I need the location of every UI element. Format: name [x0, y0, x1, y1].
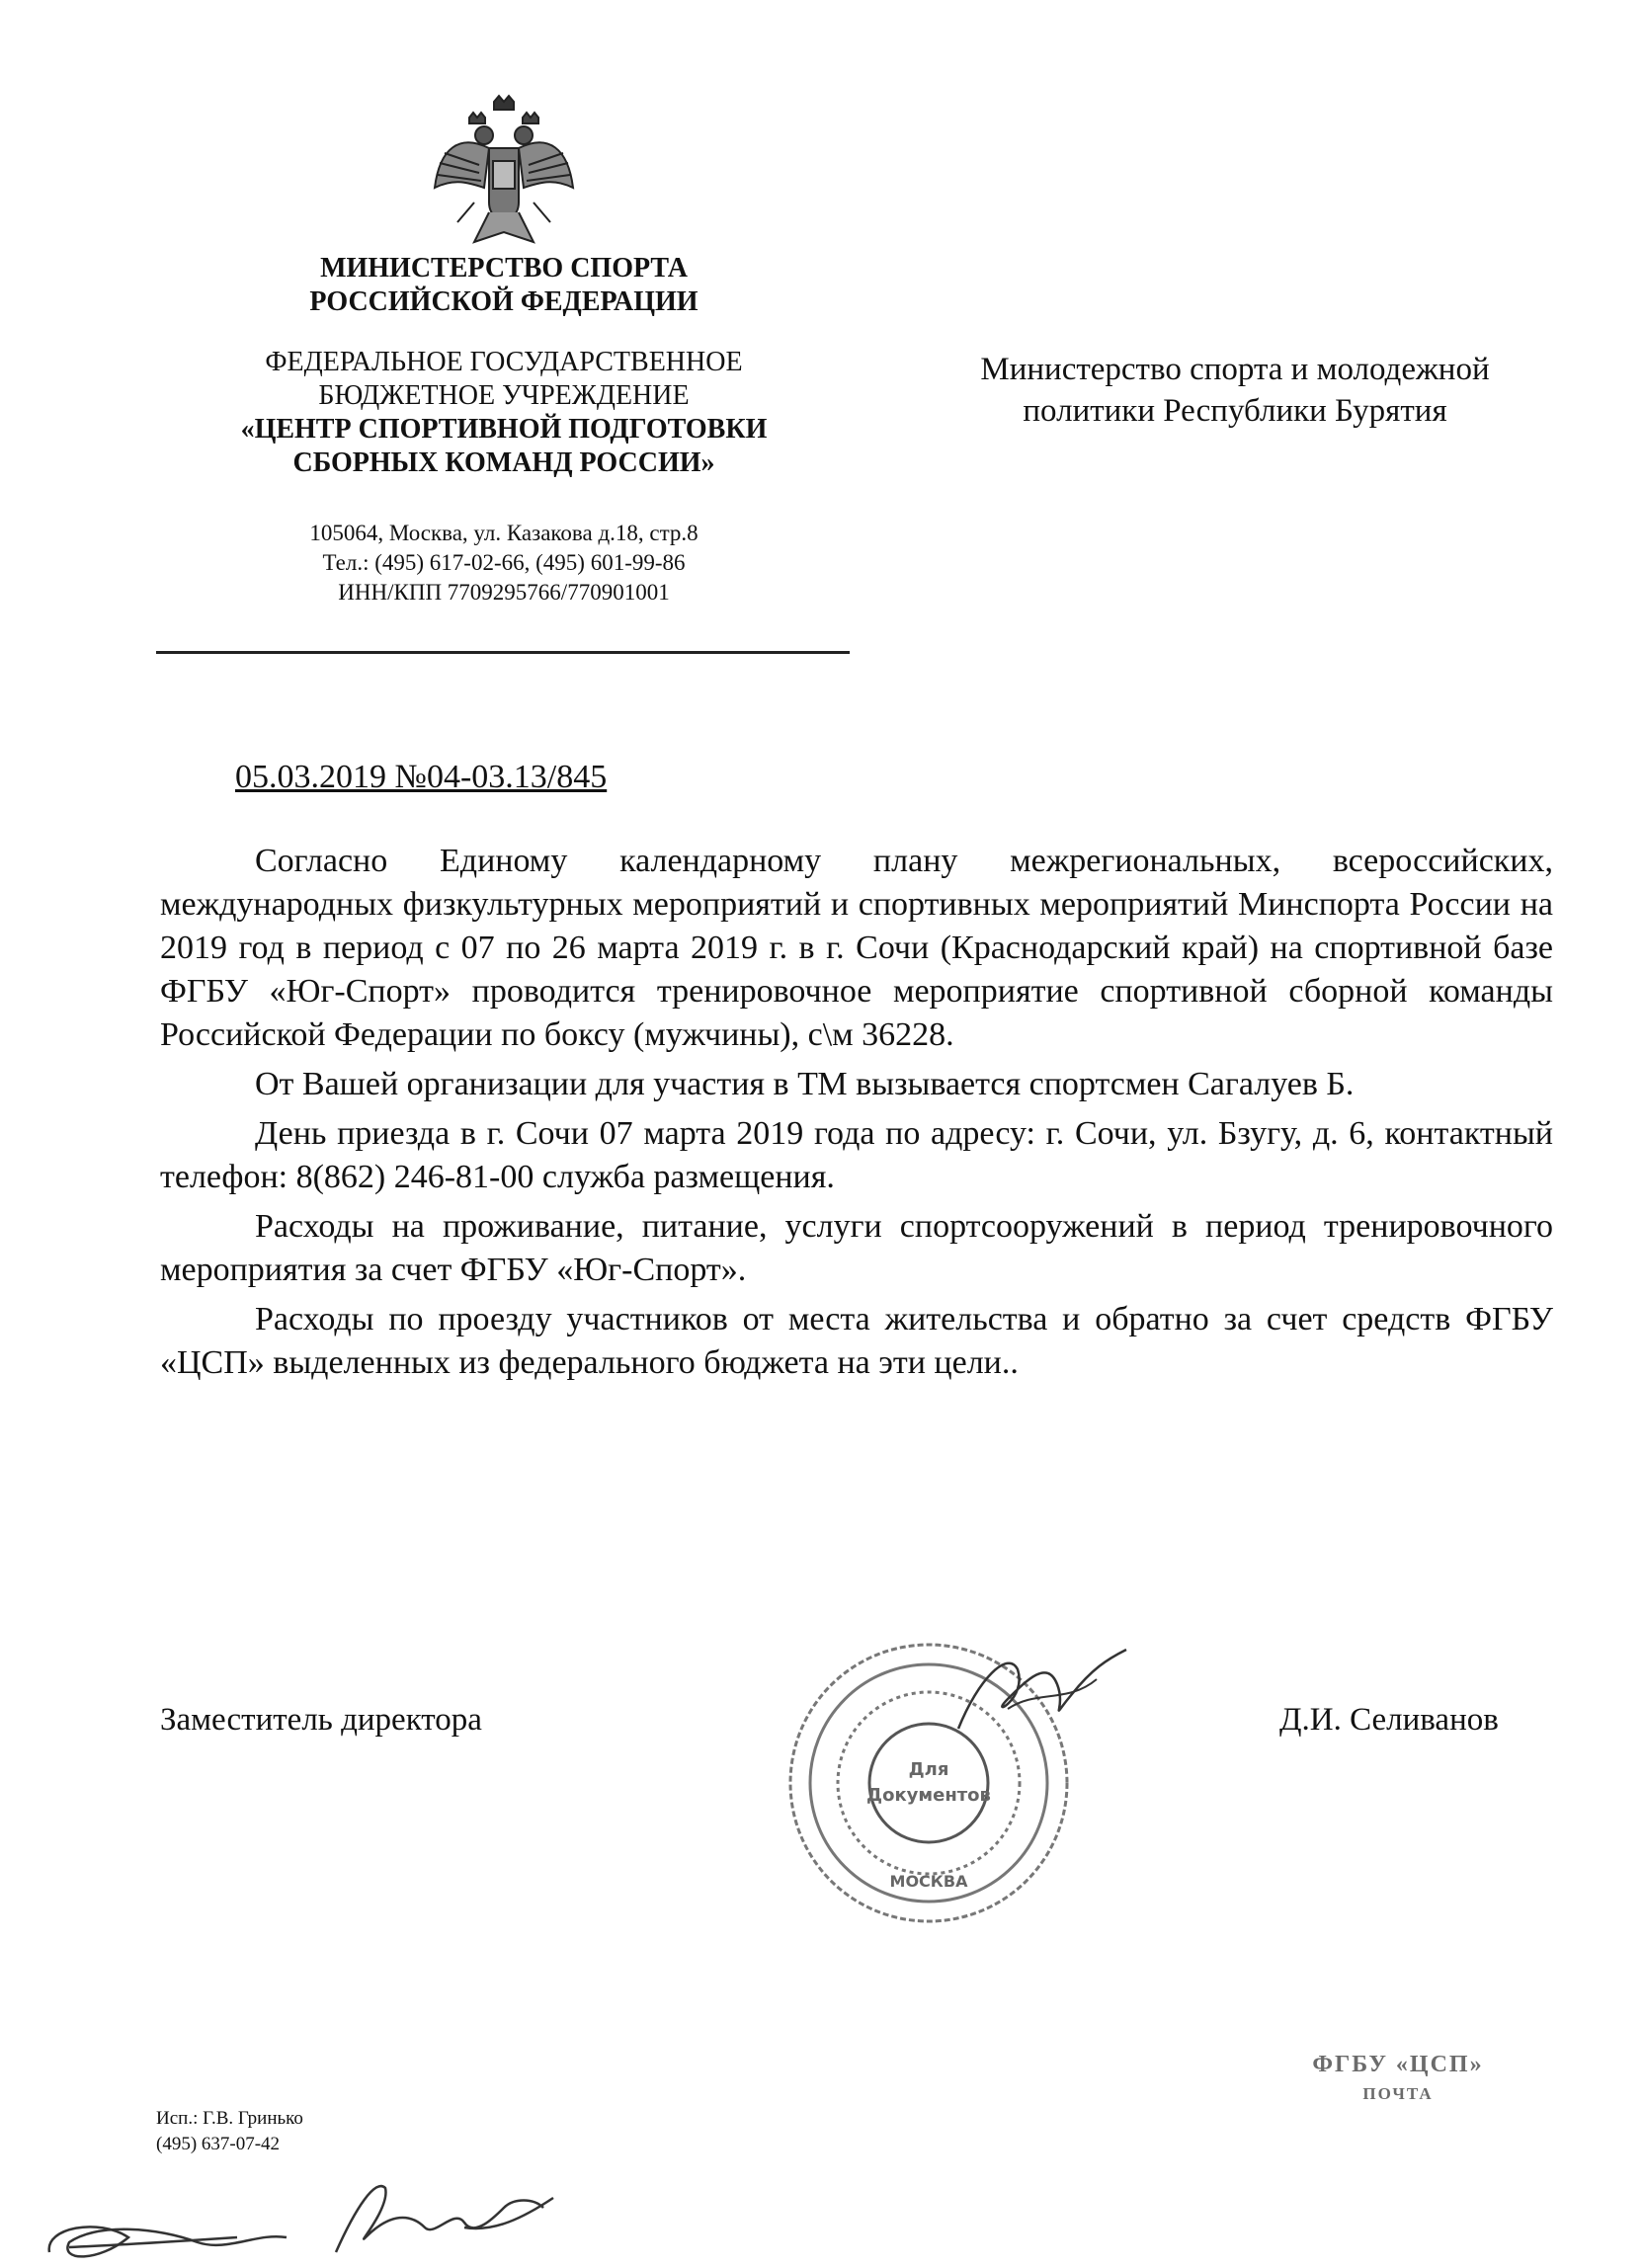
body-paragraph-1: Согласно Единому календарному плану межрегиональных, всероссийских, международных физкультурных мероприятий и спортивных мероприятий Минспорта России на 2019 год в период с 07 по 26 марта 2019 г. в г. Сочи (Краснодарский край) на спортивной базе ФГБУ «Юг-Спорт» проводится тренировочное мероприятие спортивной сборной команды Российской Федерации по боксу (мужчины), с\м 36228.: [160, 843, 1553, 1053]
executor-info: [156, 2106, 303, 2157]
org-line-3: «ЦЕНТР СПОРТИВНОЙ ПОДГОТОВКИ: [240, 414, 768, 445]
org-address: 105064, Москва, ул. Казакова д.18, стр.8: [309, 521, 699, 545]
header-divider: [156, 651, 850, 654]
coat-of-arms-emblem: [430, 94, 578, 257]
registration-number: 05.03.2019 №04-03.13/845: [235, 759, 608, 795]
organization-contacts: [227, 519, 781, 608]
signer-position: Заместитель директора: [160, 1702, 482, 1738]
ministry-line-1: МИНИСТЕРСТВО СПОРТА: [320, 253, 688, 284]
seal-bottom-text: МОСКВА: [889, 1872, 968, 1891]
bottom-handwritten-signature: [40, 2168, 593, 2267]
org-inn-kpp: ИНН/КПП 7709295766/770901001: [338, 580, 670, 605]
org-line-4: СБОРНЫХ КОМАНД РОССИИ»: [292, 447, 715, 478]
recipient-line-2: политики Республики Бурятия: [1023, 393, 1447, 429]
seal-inner-line-1: Для: [908, 1759, 949, 1780]
ministry-name: [257, 252, 751, 319]
body-paragraph-2: От Вашей организации для участия в ТМ вызывается спортсмен Сагалуев Б.: [255, 1066, 1355, 1102]
org-line-2: БЮДЖЕТНОЕ УЧРЕЖДЕНИЕ: [318, 380, 690, 411]
body-paragraph-4: Расходы на проживание, питание, услуги спортсооружений в период тренировочного мероприятия за счет ФГБУ «Юг-Спорт».: [160, 1208, 1553, 1288]
seal-inner-line-2: Документов: [866, 1785, 991, 1806]
mail-stamp: [1294, 2050, 1502, 2109]
handwritten-signature: [948, 1640, 1136, 1748]
letter-body: [160, 840, 1553, 1391]
org-phones: Тел.: (495) 617-02-66, (495) 601-99-86: [322, 550, 686, 575]
signer-name: Д.И. Селиванов: [1279, 1702, 1499, 1738]
mail-stamp-line-2: ПОЧТА: [1362, 2084, 1434, 2103]
org-line-1: ФЕДЕРАЛЬНОЕ ГОСУДАРСТВЕННОЕ: [265, 347, 743, 377]
ministry-line-2: РОССИЙСКОЙ ФЕДЕРАЦИИ: [309, 286, 699, 317]
body-paragraph-5: Расходы по проезду участников от места жительства и обратно за счет средств ФГБУ «ЦСП» выделенных из федерального бюджета на эти цели..: [160, 1301, 1553, 1381]
recipient-block: [840, 349, 1630, 432]
organization-name: [188, 346, 820, 480]
mail-stamp-line-1: ФГБУ «ЦСП»: [1312, 2052, 1484, 2077]
executor-phone: (495) 637-07-42: [156, 2134, 281, 2154]
executor-name: Исп.: Г.В. Гринько: [156, 2108, 303, 2129]
recipient-line-1: Министерство спорта и молодежной: [980, 352, 1490, 387]
body-paragraph-3: День приезда в г. Сочи 07 марта 2019 года по адресу: г. Сочи, ул. Бзугу, д. 6, контактный телефон: 8(862) 246-81-00 служба размещения.: [160, 1115, 1553, 1195]
